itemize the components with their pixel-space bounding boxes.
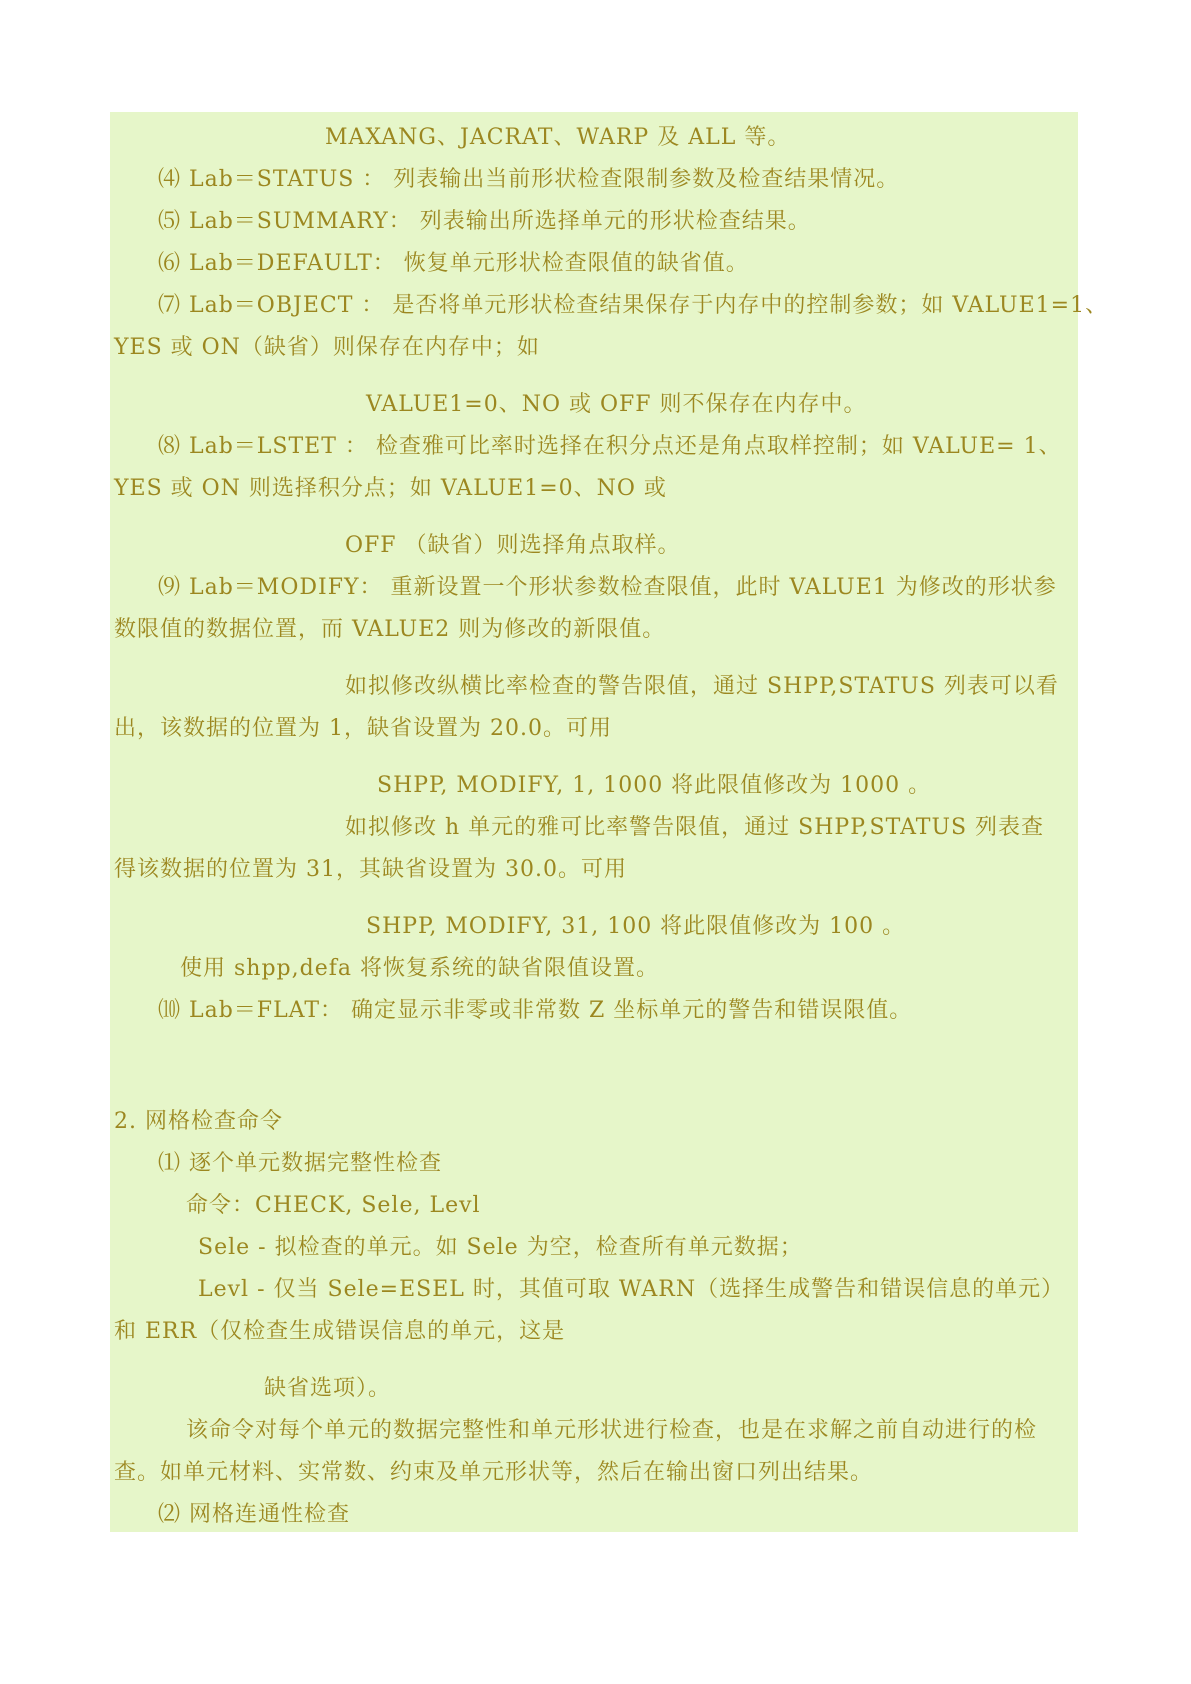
text-line: VALUE1=0、NO 或 OFF 则不保存在内存中。 [366,392,867,417]
text-line: ⑹ Lab＝DEFAULT： 恢复单元形状检查限值的缺省值。 [158,251,749,276]
text-line: ⑽ Lab＝FLAT： 确定显示非零或非常数 Z 坐标单元的警告和错误限值。 [158,998,913,1023]
text-line: ⑻ Lab＝LSTET ： 检查雅可比率时选择在积分点还是角点取样控制；如 VALUE= 1、 [158,434,1062,459]
text-line: Levl - 仅当 Sele=ESEL 时，其值可取 WARN（选择生成警告和错误信息的单元） [198,1277,1065,1302]
text-line: ⑸ Lab＝SUMMARY： 列表输出所选择单元的形状检查结果。 [158,209,811,234]
text-line: 查。如单元材料、实常数、约束及单元形状等，然后在输出窗口列出结果。 [114,1460,874,1485]
text-line: YES 或 ON 则选择积分点；如 VALUE1=0、NO 或 [114,476,667,501]
text-line: 如拟修改纵横比率检查的警告限值，通过 SHPP,STATUS 列表可以看 [345,674,1059,699]
text-line: ⑵ 网格连通性检查 [158,1502,350,1527]
text-line: 如拟修改 h 单元的雅可比率警告限值，通过 SHPP,STATUS 列表查 [345,815,1045,840]
text-line: Sele - 拟检查的单元。如 Sele 为空，检查所有单元数据； [198,1235,803,1260]
section-heading: 2. 网格检查命令 [114,1109,283,1134]
text-line: 得该数据的位置为 31，其缺省设置为 30.0。可用 [114,857,627,882]
text-line: 出，该数据的位置为 1，缺省设置为 20.0。可用 [114,716,612,741]
text-line: YES 或 ON（缺省）则保存在内存中；如 [114,335,540,360]
text-line: ⑷ Lab＝STATUS ： 列表输出当前形状检查限制参数及检查结果情况。 [158,167,900,192]
text-line: SHPP, MODIFY, 31, 100 将此限值修改为 100 。 [366,914,906,939]
text-line: 数限值的数据位置，而 VALUE2 则为修改的新限值。 [114,617,666,642]
text-line: OFF （缺省）则选择角点取样。 [345,533,681,558]
text-line: ⑼ Lab＝MODIFY： 重新设置一个形状参数检查限值，此时 VALUE1 为修改的形状参 [158,575,1057,600]
text-line: 使用 shpp,defa 将恢复系统的缺省限值设置。 [180,956,659,981]
text-line: 和 ERR（仅检查生成错误信息的单元，这是 [114,1319,566,1344]
text-line: 命令：CHECK, Sele, Levl [186,1193,481,1218]
text-line: MAXANG、JACRAT、WARP 及 ALL 等。 [325,125,791,150]
text-line: ⑺ Lab＝OBJECT ： 是否将单元形状检查结果保存于内存中的控制参数；如 VALUE1=1、 [158,293,1109,318]
text-line: 缺省选项）。 [264,1376,392,1401]
text-line: 该命令对每个单元的数据完整性和单元形状进行检查，也是在求解之前自动进行的检 [186,1418,1038,1443]
text-line: SHPP, MODIFY, 1, 1000 将此限值修改为 1000 。 [377,773,932,798]
text-line: ⑴ 逐个单元数据完整性检查 [158,1151,442,1176]
